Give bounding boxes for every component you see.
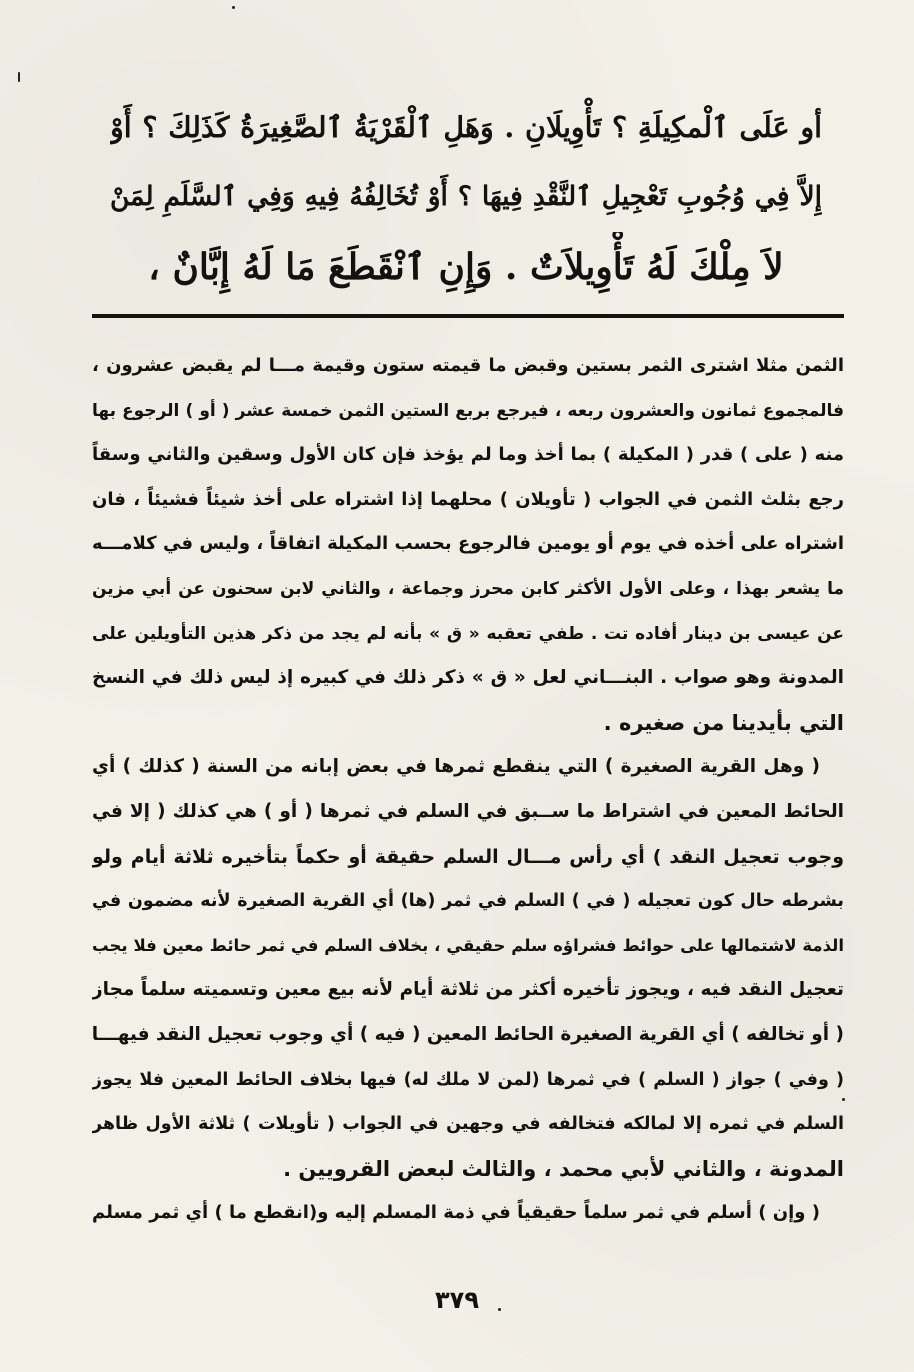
commentary-line: الذمة لاشتمالها على حوائط فشراؤه سلم حقيقي ، بخلاف السلم في ثمر حائط معين فلا يجب <box>92 935 844 955</box>
commentary-line: ما يشعر بهذا ، وعلى الأول الأكثر كابن محرز وجماعة ، والثاني لابن سحنون عن أبي مزين <box>92 578 844 599</box>
commentary-line: السلم في ثمره إلا لمالكه فتخالفه في وجهين في الجواب ( تأويلات ) ثلاثة الأول ظاهر <box>92 1114 844 1135</box>
commentary-line: ( أو تخالفه ) أي القرية الصغيرة الحائط المعين ( فيه ) أي وجوب تعجيل النقد فيهـــا <box>92 1023 844 1045</box>
commentary-line: منه ( على ) قدر ( المكيلة ) بما أخذ وما لم يؤخذ فإن كان الأول وسقين والثاني وسقاً <box>92 444 844 466</box>
commentary-line: الثمن مثلا اشترى الثمر بستين وقبض ما قيمته ستون وقيمة مـــا لم يقبض عشرون ، <box>92 355 844 376</box>
commentary-line: بشرطه حال كون تعجيله ( في ) السلم في ثمر (ها) أي القرية الصغيرة لأنه مضمون في <box>92 891 844 912</box>
commentary-line: ( وهل القرية الصغيرة ) التي ينقطع ثمرها في بعض إبانه من السنة ( كذلك ) أي <box>92 756 820 778</box>
commentary-line: المدونة ، والثاني لأبي محمد ، والثالث لبعض القرويين . <box>283 1156 844 1181</box>
commentary-line: التي بأيدينا من صغيره . <box>603 710 844 735</box>
commentary-line: وجوب تعجيل النقد ) أي رأس مـــال السلم حقيقة أو حكماً بتأخيره ثلاثة أيام ولو <box>92 845 844 868</box>
scan-speck <box>498 1308 501 1311</box>
commentary-line: الحائط المعين في اشتراط ما ســبق في السلم في ثمرها ( أو ) هي كذلك ( إلا في <box>92 800 844 822</box>
matn-line: لاَ مِلْكَ لَهُ تَأْوِيلاَتٌ . وَإِنِ ٱنْقَطَعَ مَا لَهُ إِبَّانٌ ، <box>148 246 784 288</box>
commentary-line: ( وفي ) جواز ( السلم ) في ثمرها (لمن لا ملك له) فيها بخلاف الحائط المعين فلا يجوز <box>92 1069 844 1090</box>
commentary-text-block <box>92 344 844 1236</box>
scan-speck <box>232 6 235 9</box>
section-divider <box>92 314 844 318</box>
page-number: ٣٧٩ <box>435 1286 479 1314</box>
commentary-line: فالمجموع ثمانون والعشرون ربعه ، فيرجع بربع الستين الثمن خمسة عشر ( أو ) الرجوع بها <box>92 400 844 421</box>
matn-line: أو عَلَى ٱلْمكِيلَةِ ؟ تَأْوِيلَانِ . وَهَلِ ٱلْقَرْيَةُ ٱلصَّغِيرَةُ كَذَلِكَ ؟ أَوْ <box>110 110 822 144</box>
commentary-line: المدونة وهو صواب . البنـــاني لعل « ق » ذكر ذلك في كبيره إذ ليس ذلك في النسخ <box>92 667 844 689</box>
commentary-line: ( وإن ) أسلم في ثمر سلماً حقيقياً في ذمة المسلم إليه و(انقطع ما ) أي ثمر مسلم <box>92 1202 820 1224</box>
scan-speck <box>18 72 20 82</box>
commentary-line: تعجيل النقد فيه ، ويجوز تأخيره أكثر من ثلاثة أيام لأنه بيع معين وتسميته سلماً مجاز <box>92 979 844 1001</box>
commentary-line: رجع بثلث الثمن في الجواب ( تأويلان ) محلهما إذا اشتراه على أخذ شيئاً فشيئاً ، فان <box>92 488 844 510</box>
commentary-line: عن عيسى بن دينار أفاده تت . طفي تعقبه « ق » بأنه لم يجد من ذكر هذين التأويلين على <box>92 623 844 644</box>
commentary-line: اشتراه على أخذه في يوم أو يومين فالرجوع بحسب المكيلة اتفاقاً ، وليس في كلامـــه <box>92 533 844 555</box>
matn-text-block <box>110 92 822 302</box>
scan-speck <box>842 1098 845 1101</box>
matn-line: إِلاَّ فِي وُجُوبِ تَعْجِيلِ ٱلنَّقْدِ فِيهَا ؟ أَوْ تُخَالِفُهُ فِيهِ وَفِي ٱلسَّلَمِ لِمَنْ <box>110 181 822 212</box>
